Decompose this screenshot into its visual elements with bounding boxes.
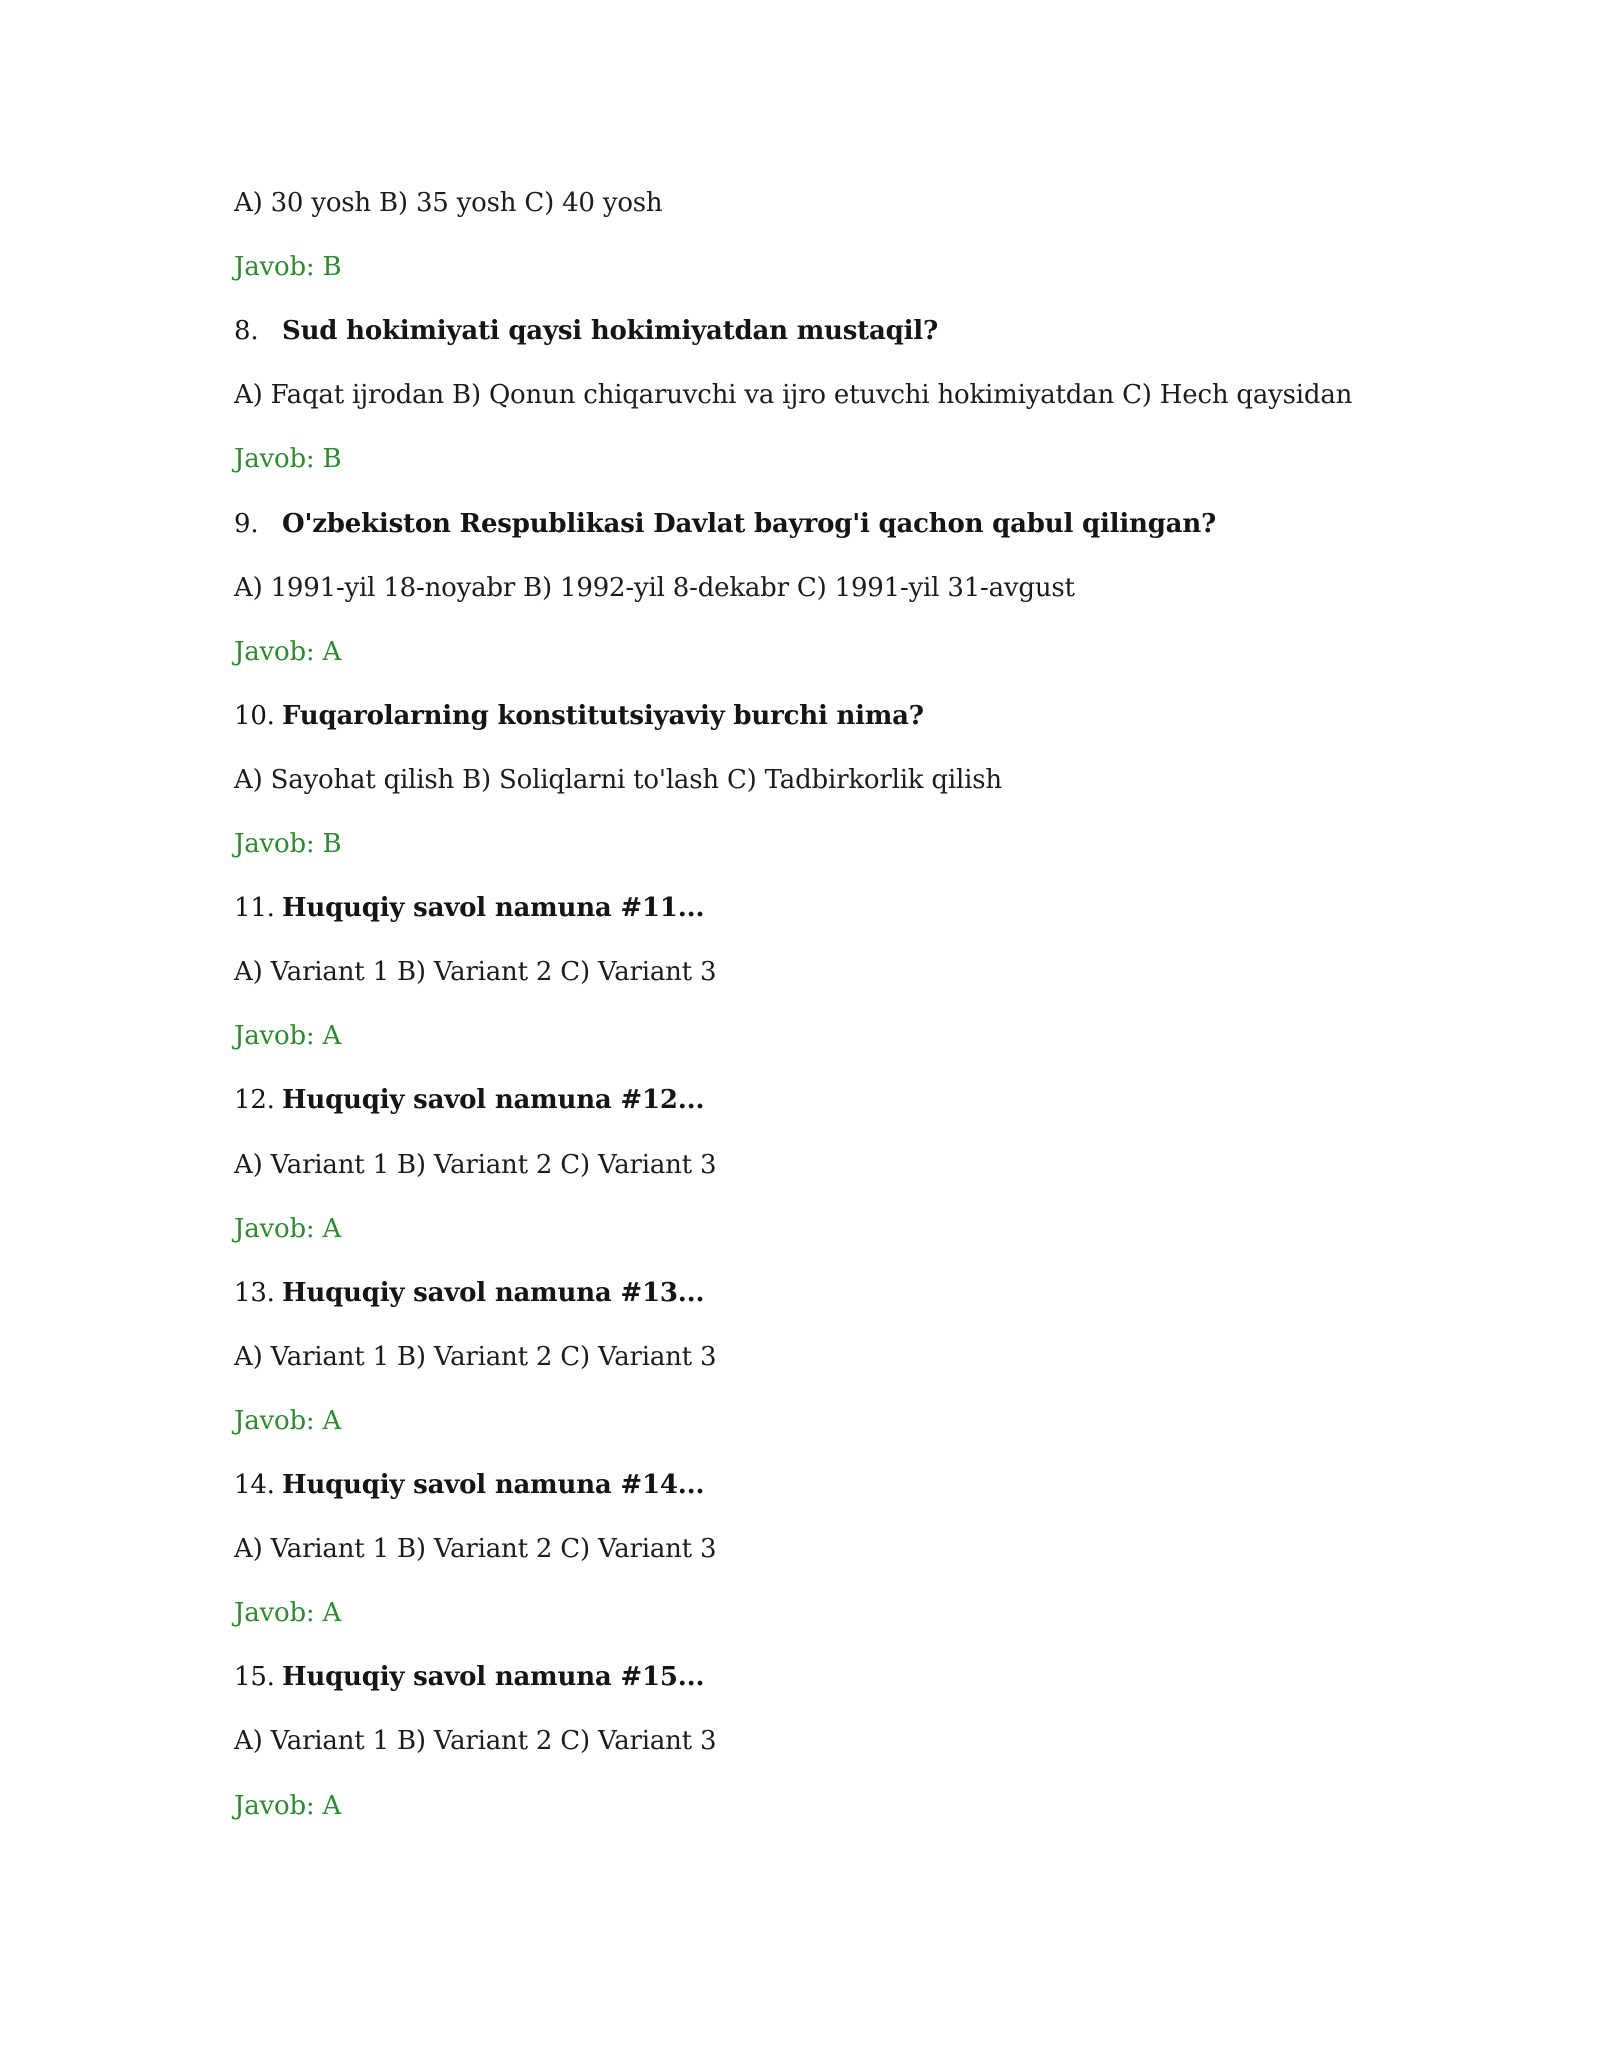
question-number: 13.: [234, 1277, 275, 1308]
question-text: Fuqarolarning konstitutsiyaviy burchi nima?: [282, 700, 924, 731]
question-number: 14.: [234, 1470, 275, 1500]
question-text: Huquqiy savol namuna #11...: [282, 893, 705, 924]
answer-line: Javob: A: [234, 636, 342, 667]
question-text: Huquqiy savol namuna #13...: [282, 1277, 705, 1308]
question-number: 8.: [234, 316, 259, 347]
answer-line: Javob: A: [234, 1598, 342, 1629]
options-line: A) Faqat ijrodan B) Qonun chiqaruvchi va ijro etuvchi hokimiyatdan C) Hech qaysidan: [234, 380, 1353, 411]
answer-line: Javob: A: [234, 1405, 342, 1436]
question-line: [234, 892, 704, 924]
question-line: [234, 1661, 704, 1693]
question-line: [234, 508, 1216, 540]
answer-line: Javob: A: [234, 1021, 342, 1052]
options-line: A) Sayohat qilish B) Soliqlarni to'lash C) Tadbirkorlik qilish: [234, 764, 1002, 795]
answer-line: Javob: B: [234, 252, 342, 283]
answer-line: Javob: A: [234, 1213, 342, 1244]
options-line: A) Variant 1 B) Variant 2 C) Variant 3: [234, 1149, 717, 1180]
question-text: Huquqiy savol namuna #12...: [282, 1085, 705, 1116]
question-text: Huquqiy savol namuna #15...: [282, 1662, 705, 1693]
question-text: Sud hokimiyati qaysi hokimiyatdan mustaqil?: [282, 316, 938, 347]
question-number: 9.: [234, 508, 259, 539]
question-number: 11.: [234, 893, 275, 924]
answer-line: Javob: B: [234, 829, 342, 859]
options-line: A) Variant 1 B) Variant 2 C) Variant 3: [234, 1341, 717, 1372]
options-line: A) 30 yosh B) 35 yosh C) 40 yosh: [234, 188, 663, 218]
question-line: [234, 1277, 704, 1309]
question-number: 12.: [234, 1085, 275, 1116]
question-line: [234, 1469, 704, 1501]
options-line: A) Variant 1 B) Variant 2 C) Variant 3: [234, 1534, 717, 1565]
question-text: Huquqiy savol namuna #14...: [282, 1470, 705, 1500]
question-number: 15.: [234, 1662, 275, 1693]
question-number: 10.: [234, 700, 275, 731]
question-line: [234, 315, 938, 347]
options-line: A) 1991-yil 18-noyabr B) 1992-yil 8-dekabr C) 1991-yil 31-avgust: [234, 572, 1075, 603]
question-text: O'zbekiston Respublikasi Davlat bayrog'i qachon qabul qilingan?: [282, 508, 1217, 539]
answer-line: Javob: B: [234, 444, 342, 475]
options-line: A) Variant 1 B) Variant 2 C) Variant 3: [234, 957, 717, 988]
question-line: [234, 700, 924, 732]
question-line: [234, 1084, 704, 1116]
answer-line: Javob: A: [234, 1790, 342, 1821]
options-line: A) Variant 1 B) Variant 2 C) Variant 3: [234, 1726, 717, 1757]
